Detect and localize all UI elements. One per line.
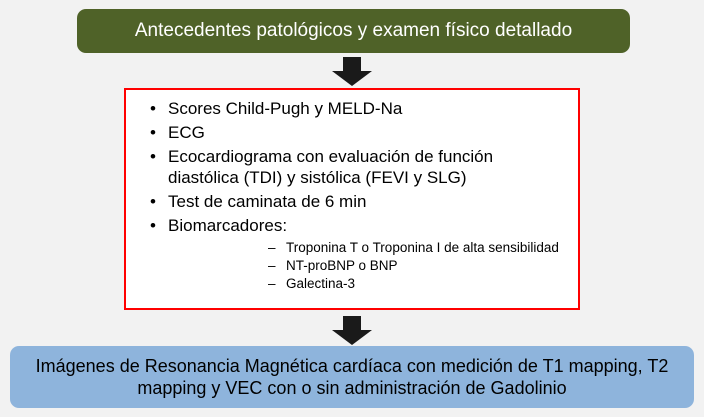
- list-item: [138, 98, 568, 120]
- evaluation-list: [138, 98, 568, 293]
- list-item: [138, 146, 568, 190]
- down-arrow-icon: [330, 57, 374, 87]
- bottom-stage-box: [10, 346, 694, 408]
- biomarkers-sublist: [168, 239, 568, 294]
- sub-list-item: [168, 257, 568, 275]
- list-item-label: ECG: [168, 122, 205, 142]
- list-item-label: Test de caminata de 6 min: [168, 192, 367, 211]
- top-stage-box: [77, 9, 630, 53]
- list-item-label: Biomarcadores:: [168, 215, 288, 235]
- list-item: [138, 191, 568, 213]
- list-item: [138, 215, 568, 293]
- sub-list-item: [168, 275, 568, 293]
- sub-list-item-label: NT-proBNP o BNP: [286, 257, 398, 273]
- top-stage-label: Antecedentes patológicos y examen físico detallado: [134, 20, 573, 42]
- list-item-label: Scores Child-Pugh y MELD-Na: [168, 99, 403, 118]
- list-item-label: Ecocardiograma con evaluación de función diastólica (TDI) y sistólica (FEVI y SLG): [168, 146, 494, 188]
- down-arrow-icon: [330, 316, 374, 346]
- list-item: [138, 122, 568, 144]
- sub-list-item-label: Troponina T o Troponina I de alta sensibilidad: [286, 239, 559, 255]
- evaluation-box: [124, 88, 580, 310]
- sub-list-item: [168, 239, 568, 257]
- bottom-stage-label: Imágenes de Resonancia Magnética cardíaca con medición de T1 mapping, T2 mapping y VEC con o sin administración de Gadolinio: [35, 355, 669, 398]
- sub-list-item-label: Galectina-3: [286, 275, 356, 291]
